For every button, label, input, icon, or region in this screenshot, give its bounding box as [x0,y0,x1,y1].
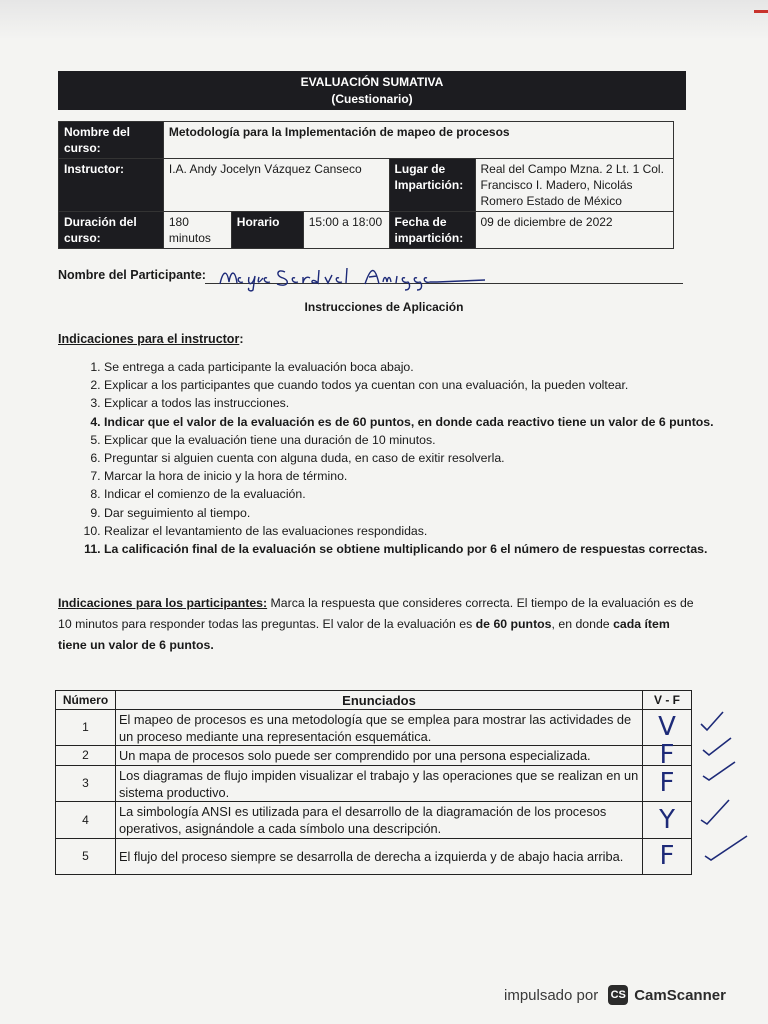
answer-cell[interactable]: Y [643,802,692,839]
course-value: Metodología para la Implementación de mapeo de procesos [163,122,673,159]
list-item: 5. Explicar que la evaluación tiene una duración de 10 minutos. [104,431,744,449]
question-number: 1 [56,710,116,746]
handwritten-participant-name [215,262,495,292]
evaluation-title: EVALUACIÓN SUMATIVA [300,75,444,89]
answer-cell[interactable]: F [643,746,692,766]
participants-text-2: , en donde [551,617,614,631]
question-text: La simbología ANSI es utilizada para el desarrollo de la diagramación de los procesos operativos, asignándole a cada símbolo una descripción. [115,802,642,839]
checkmark-icon [703,738,731,755]
question-number: 3 [56,766,116,802]
checkmark-icon [705,836,747,860]
column-header-true-false: V - F [643,691,692,710]
scan-top-edge [0,0,768,40]
list-item: 3. Explicar a todos las instrucciones. [104,394,744,412]
table-row [56,766,692,802]
answer-cell[interactable]: F [643,766,692,802]
date-label: Fecha de impartición: [389,212,475,249]
scan-red-mark [754,10,768,13]
participants-bold-1: de 60 puntos [475,617,552,631]
column-header-statements: Enunciados [115,691,642,710]
answer-cell[interactable]: F [643,839,692,875]
question-text: El flujo del proceso siempre se desarrolla de derecha a izquierda y de abajo hacia arriba. [115,839,642,875]
schedule-label: Horario [231,212,303,249]
place-value: Real del Campo Mzna. 2 Lt. 1 Col. Francisco I. Madero, Nicolás Romero Estado de México [475,159,674,212]
participants-text-1: Marca la respuesta que consideres correcta. El tiempo de la evaluación es de 10 minutos para responder todas las preguntas. El valor de la evaluación es [58,596,694,631]
participant-label: Nombre del Participante: [58,268,206,282]
list-item: 7. Marcar la hora de inicio y la hora de término. [104,467,744,485]
question-number: 4 [56,802,116,839]
participants-heading: Indicaciones para los participantes: [58,596,268,610]
column-header-number: Número [56,691,116,710]
question-text: El mapeo de procesos es una metodología que se emplea para mostrar las actividades de un proceso mediante una representación esquemática. [115,710,642,746]
camscanner-logo-icon: CS [608,985,628,1005]
table-row [56,710,692,746]
course-info-table [58,121,674,249]
checkmark-icon [701,712,723,730]
question-number: 5 [56,839,116,875]
list-item: 10. Realizar el levantamiento de las evaluaciones respondidas. [104,522,744,540]
list-item: 4. Indicar que el valor de la evaluación es de 60 puntos, en donde cada reactivo tiene un valor de 6 puntos. [104,413,744,431]
instructor-steps-list [58,358,744,558]
question-number: 2 [56,746,116,766]
question-text: Los diagramas de flujo impiden visualizar el trabajo y las operaciones que se realizan en un sistema productivo. [115,766,642,802]
instructor-label: Instructor: [59,159,164,212]
instructor-section-heading [58,332,243,346]
table-row [56,746,692,766]
camscanner-watermark [504,985,726,1005]
questions-table [55,690,692,875]
list-item: 9. Dar seguimiento al tiempo. [104,504,744,522]
table-row [56,839,692,875]
instructor-heading-colon: : [239,332,244,346]
grading-checkmarks [695,700,765,880]
table-row [56,802,692,839]
evaluation-title-bar [58,71,686,110]
list-item: 11. La calificación final de la evaluación se obtiene multiplicando por 6 el número de respuestas correctas. [104,540,744,558]
instructions-title: Instrucciones de Aplicación [304,300,464,314]
answer-cell[interactable]: V [643,710,692,746]
schedule-value: 15:00 a 18:00 [303,212,389,249]
course-label: Nombre del curso: [59,122,164,159]
camscanner-brand: CamScanner [634,986,726,1004]
checkmark-icon [703,762,735,780]
evaluation-subtitle: (Cuestionario) [331,92,413,106]
list-item: 1. Se entrega a cada participante la evaluación boca abajo. [104,358,744,376]
instructor-value: I.A. Andy Jocelyn Vázquez Canseco [163,159,389,212]
list-item: 2. Explicar a los participantes que cuando todos ya cuentan con una evaluación, la pueden voltear. [104,376,744,394]
participants-bold-2: cada ítem tiene un valor de 6 puntos. [58,617,670,652]
list-item: 8. Indicar el comienzo de la evaluación. [104,485,744,503]
question-text: Un mapa de procesos solo puede ser comprendido por una persona especializada. [115,746,642,766]
date-value: 09 de diciembre de 2022 [475,212,674,249]
instructor-heading-text: Indicaciones para el instructor [58,332,240,346]
duration-label: Duración del curso: [59,212,164,249]
list-item: 6. Preguntar si alguien cuenta con alguna duda, en caso de exitir resolverla. [104,449,744,467]
participants-instructions [58,593,694,656]
place-label: Lugar de Impartición: [389,159,475,212]
checkmark-icon [701,800,729,824]
powered-by-text: impulsado por [504,986,599,1004]
duration-value: 180 minutos [163,212,231,249]
